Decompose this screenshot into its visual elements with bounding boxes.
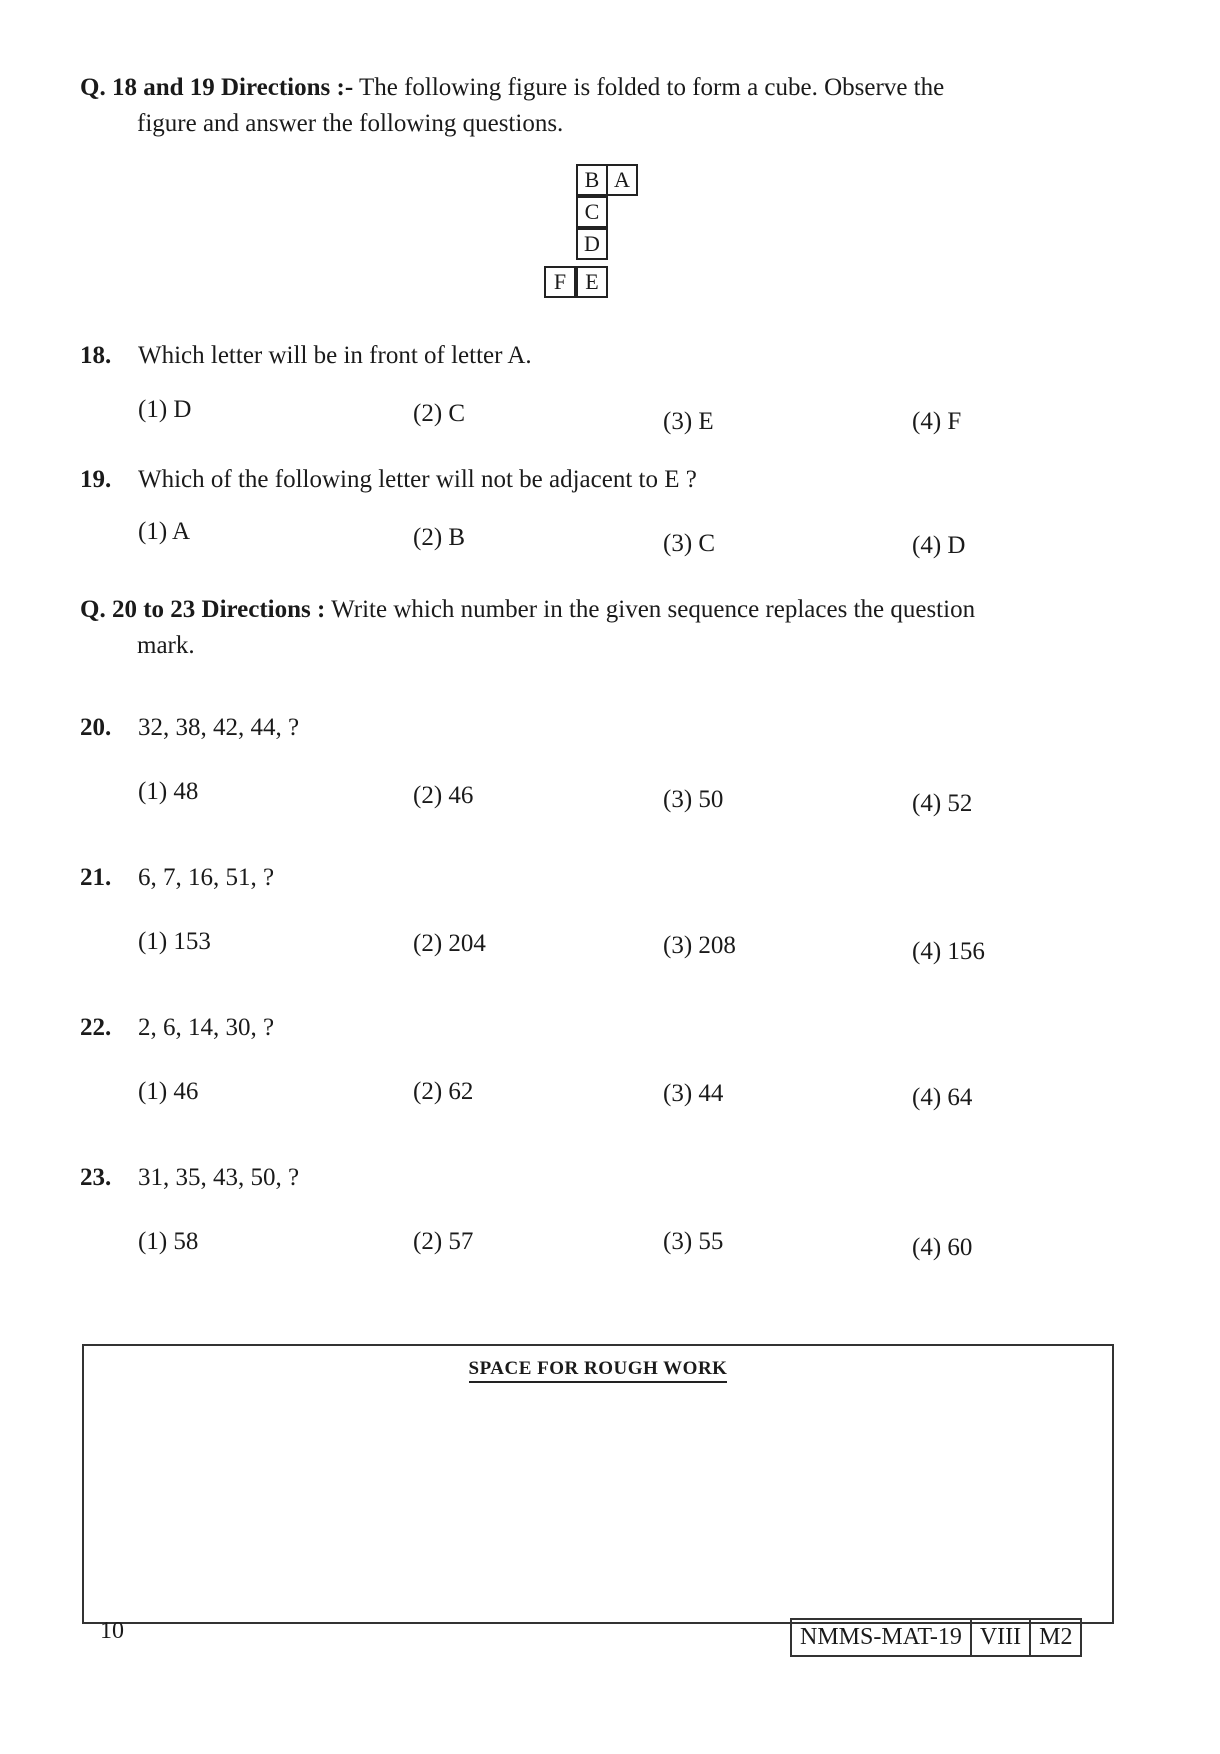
question-number: 19. [80, 466, 112, 493]
q23-option-4[interactable]: (4) 60 [912, 1234, 973, 1261]
rough-work-box [82, 1344, 1114, 1624]
question-18 [80, 342, 532, 370]
q22-option-4[interactable]: (4) 64 [912, 1084, 973, 1111]
question-number: 22. [80, 1014, 112, 1041]
paper-code-set: M2 [1039, 1624, 1073, 1650]
question-22 [80, 1014, 274, 1042]
net-cell-f: F [544, 266, 576, 298]
question-text: Which of the following letter will not be adjacent to E ? [138, 466, 697, 493]
q22-option-1[interactable]: (1) 46 [138, 1078, 199, 1105]
rough-work-title: SPACE FOR ROUGH WORK [469, 1358, 728, 1383]
q20-option-4[interactable]: (4) 52 [912, 790, 973, 817]
q18-option-1[interactable]: (1) D [138, 396, 192, 423]
net-cell-e: E [576, 266, 608, 298]
directions-text-continued: figure and answer the following questions. [137, 110, 564, 137]
q19-option-2[interactable]: (2) B [413, 524, 466, 551]
directions-text: Write which number in the given sequence replaces the question [331, 596, 976, 623]
net-cell-d: D [576, 228, 608, 260]
cube-net-figure [544, 164, 648, 304]
directions-20-23 [80, 592, 1120, 664]
q21-option-1[interactable]: (1) 153 [138, 928, 211, 955]
question-text: 6, 7, 16, 51, ? [138, 864, 275, 891]
q18-option-3[interactable]: (3) E [663, 408, 714, 435]
q20-option-3[interactable]: (3) 50 [663, 786, 724, 813]
question-21 [80, 864, 274, 892]
paper-code-exam: NMMS-MAT-19 [792, 1620, 972, 1655]
directions-18-19 [80, 70, 1110, 142]
q21-option-4[interactable]: (4) 156 [912, 938, 985, 965]
directions-text-continued: mark. [137, 632, 195, 659]
paper-code-class: VIII [972, 1620, 1031, 1655]
directions-label: Q. 20 to 23 Directions : [80, 596, 326, 623]
q23-option-3[interactable]: (3) 55 [663, 1228, 724, 1255]
question-19 [80, 466, 697, 494]
question-text: 2, 6, 14, 30, ? [138, 1014, 275, 1041]
question-number: 18. [80, 342, 112, 369]
net-cell-c: C [576, 196, 608, 228]
question-number: 23. [80, 1164, 112, 1191]
net-cell-b: B [576, 164, 608, 196]
question-text: 32, 38, 42, 44, ? [138, 714, 300, 741]
q19-option-1[interactable]: (1) A [138, 518, 191, 545]
question-text: 31, 35, 43, 50, ? [138, 1164, 300, 1191]
q22-option-3[interactable]: (3) 44 [663, 1080, 724, 1107]
q20-option-1[interactable]: (1) 48 [138, 778, 199, 805]
q19-option-3[interactable]: (3) C [663, 530, 716, 557]
q21-option-2[interactable]: (2) 204 [413, 930, 486, 957]
q18-option-4[interactable]: (4) F [912, 408, 962, 435]
question-text: Which letter will be in front of letter A. [138, 342, 532, 369]
q19-option-4[interactable]: (4) D [912, 532, 966, 559]
question-number: 21. [80, 864, 112, 891]
q23-option-1[interactable]: (1) 58 [138, 1228, 199, 1255]
q21-option-3[interactable]: (3) 208 [663, 932, 736, 959]
q18-option-2[interactable]: (2) C [413, 400, 466, 427]
directions-text: The following figure is folded to form a cube. Observe the [358, 74, 945, 101]
directions-label: Q. 18 and 19 Directions :- [80, 74, 354, 101]
question-number: 20. [80, 714, 112, 741]
net-cell-a: A [606, 164, 638, 196]
q20-option-2[interactable]: (2) 46 [413, 782, 474, 809]
q22-option-2[interactable]: (2) 62 [413, 1078, 474, 1105]
q23-option-2[interactable]: (2) 57 [413, 1228, 474, 1255]
paper-code [790, 1618, 1082, 1657]
page-number: 10 [100, 1618, 124, 1644]
question-23 [80, 1164, 299, 1192]
question-20 [80, 714, 299, 742]
